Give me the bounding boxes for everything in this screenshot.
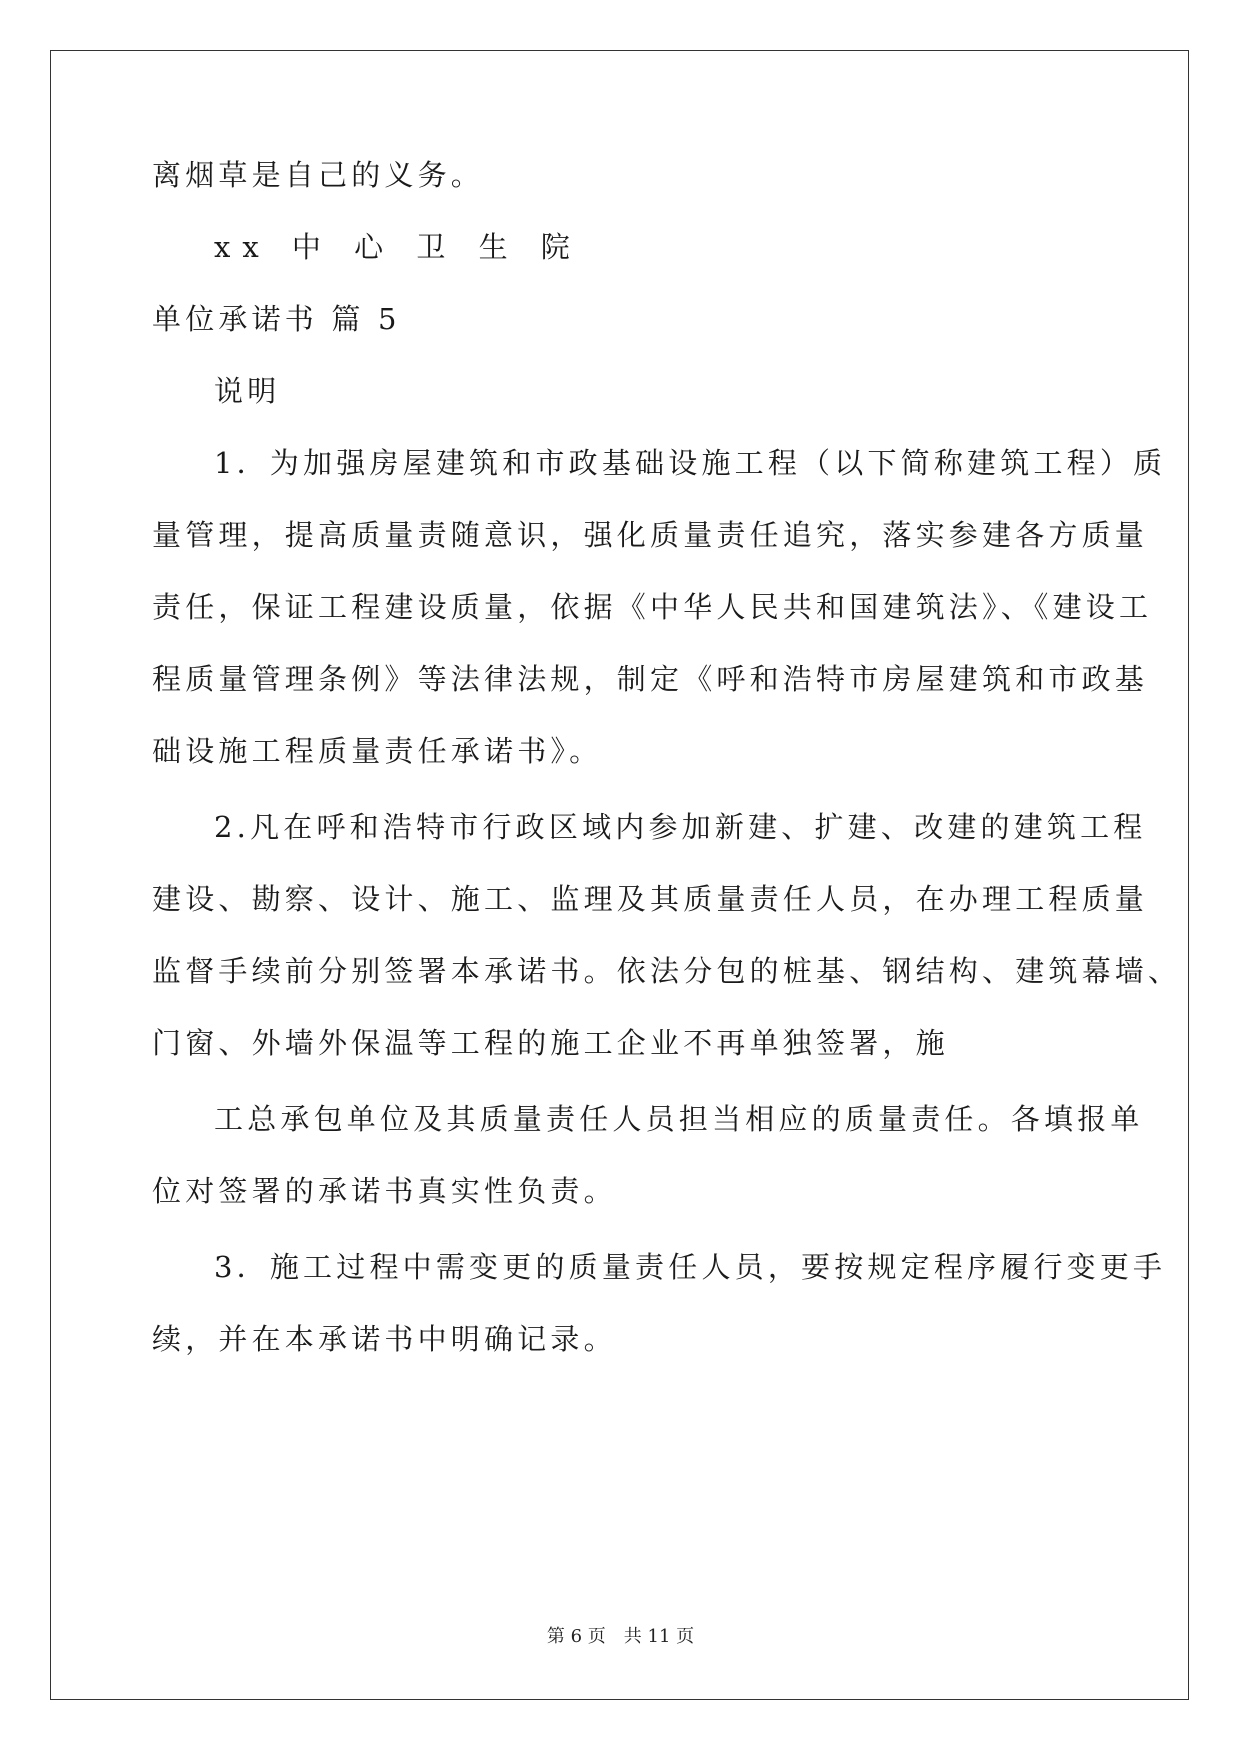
text-line: 责任，保证工程建设质量，依据《中华人民共和国建筑法》、《建设工 bbox=[152, 590, 1153, 624]
text-line: 量管理，提高质量责随意识，强化质量责任追究，落实参建各方质量 bbox=[152, 518, 1149, 552]
text-line: 础设施工程质量责任承诺书》。 bbox=[152, 734, 603, 768]
text-line: 1．为加强房屋建筑和市政基础设施工程（以下简称建筑工程）质 bbox=[214, 446, 1167, 480]
text-line: 工总承包单位及其质量责任人员担当相应的质量责任。各填报单 bbox=[214, 1102, 1144, 1136]
text-line: 3．施工过程中需变更的质量责任人员，要按规定程序履行变更手 bbox=[214, 1250, 1167, 1284]
subheading-explanation: 说明 bbox=[214, 374, 281, 408]
text-line: 续，并在本承诺书中明确记录。 bbox=[152, 1322, 617, 1356]
text-line: 门窗、外墙外保温等工程的施工企业不再单独签署，施 bbox=[152, 1026, 949, 1060]
section-heading: 单位承诺书 篇 5 bbox=[152, 302, 401, 336]
text-line: 2.凡在呼和浩特市行政区域内参加新建、扩建、改建的建筑工程 bbox=[214, 810, 1147, 844]
page-footer bbox=[0, 1626, 1241, 1648]
page-total: 共 11 页 bbox=[623, 1626, 695, 1647]
text-line: 监督手续前分别签署本承诺书。依法分包的桩基、钢结构、建筑幕墙、 bbox=[152, 954, 1182, 988]
page-border bbox=[50, 50, 1189, 1700]
signature-line: xx 中 心 卫 生 院 bbox=[214, 230, 582, 264]
text-line: 位对签署的承诺书真实性负责。 bbox=[152, 1174, 617, 1208]
text-line: 离烟草是自己的义务。 bbox=[152, 158, 485, 192]
text-line: 建设、勘察、设计、施工、监理及其质量责任人员，在办理工程质量 bbox=[152, 882, 1149, 916]
text-line: 程质量管理条例》等法律法规，制定《呼和浩特市房屋建筑和市政基 bbox=[152, 662, 1149, 696]
page-number: 第 6 页 bbox=[546, 1626, 606, 1647]
